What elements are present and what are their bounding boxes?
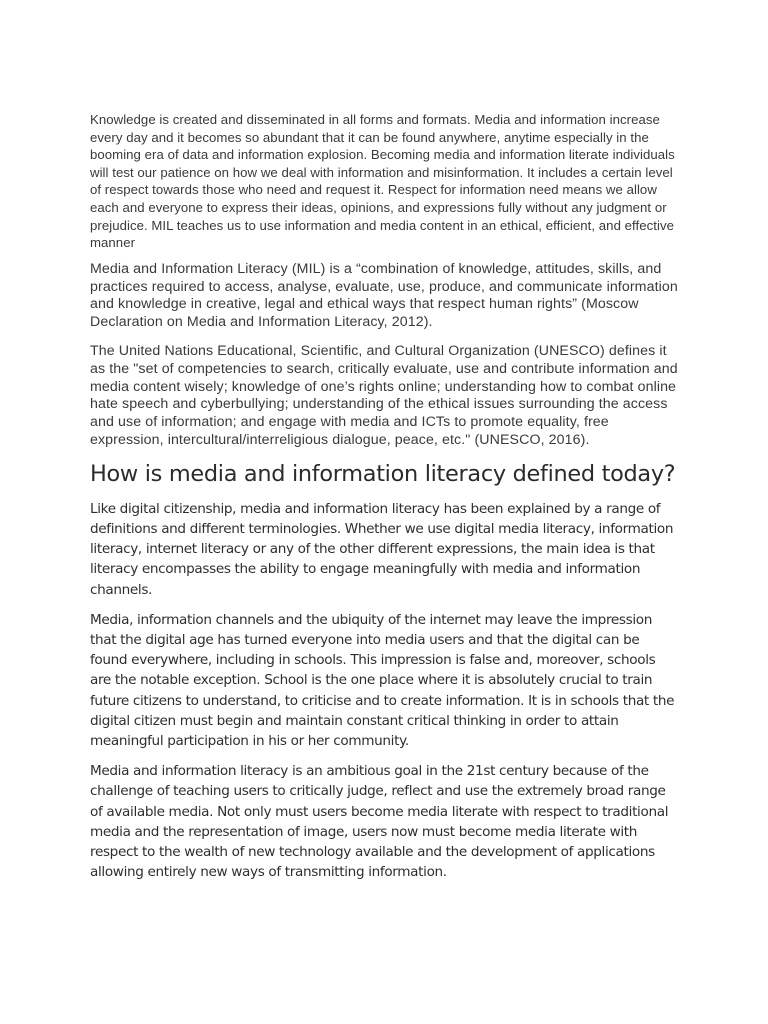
unesco-definition-paragraph: The United Nations Educational, Scientific, and Cultural Organization (UNESCO) defines it as the "set of competencies to search, critically evaluate, use and contribute information and media content wisely; knowledge of one’s rights online; understanding how to combat online hate speech and cyberbullying; understanding of the ethical issues surrounding the access and use of information; and engage with media and ICTs to promote equality, free expression, intercultural/interreligious dialogue, peace, etc." (UNESCO, 2016). [90, 342, 678, 448]
intro-paragraph: Knowledge is created and disseminated in all forms and formats. Media and information increase every day and it becomes so abundant that it can be found anywhere, anytime especially in the booming era of data and information explosion. Becoming media and information literate individuals will test our patience on how we deal with information and misinformation. It includes a certain level of respect towards those who need and request it. Respect for information need means we allow each and everyone to express their ideas, opinions, and expressions fully without any judgment or prejudice. MIL teaches us to use information and media content in an ethical, efficient, and effective manner [90, 112, 675, 251]
document-page [90, 111, 680, 882]
body-paragraph: Like digital citizenship, media and information literacy has been explained by a range of definitions and different terminologies. Whether we use digital media literacy, information literacy, internet literacy or any of the other different expressions, the main idea is that literacy encompasses the ability to engage meaningfully with media and information channels. [90, 500, 674, 598]
body-paragraph: Media and information literacy is an ambitious goal in the 21st century because of the challenge of teaching users to critically judge, reflect and use the extremely broad range of available media. Not only must users become media literate with respect to traditional media and the representation of image, users now must become media literate with respect to the wealth of new technology available and the development of applications allowing entirely new ways of transmitting information. [90, 763, 669, 881]
section-heading: How is media and information literacy defined today? [90, 460, 676, 487]
mil-definition-paragraph: Media and Information Literacy (MIL) is a “combination of knowledge, attitudes, skills, and practices required to access, analyse, evaluate, use, produce, and communicate information and knowledge in creative, legal and ethical ways that respect human rights” (Moscow Declaration on Media and Information Literacy, 2012). [90, 260, 678, 331]
body-paragraph: Media, information channels and the ubiquity of the internet may leave the impression that the digital age has turned everyone into media users and that the digital can be found everywhere, including in schools. This impression is false and, moreover, schools are the notable exception. School is the one place where it is absolutely crucial to train future citizens to understand, to criticise and to create information. It is in schools that the digital citizen must begin and maintain constant critical thinking in order to attain meaningful participation in his or her community. [90, 611, 675, 749]
